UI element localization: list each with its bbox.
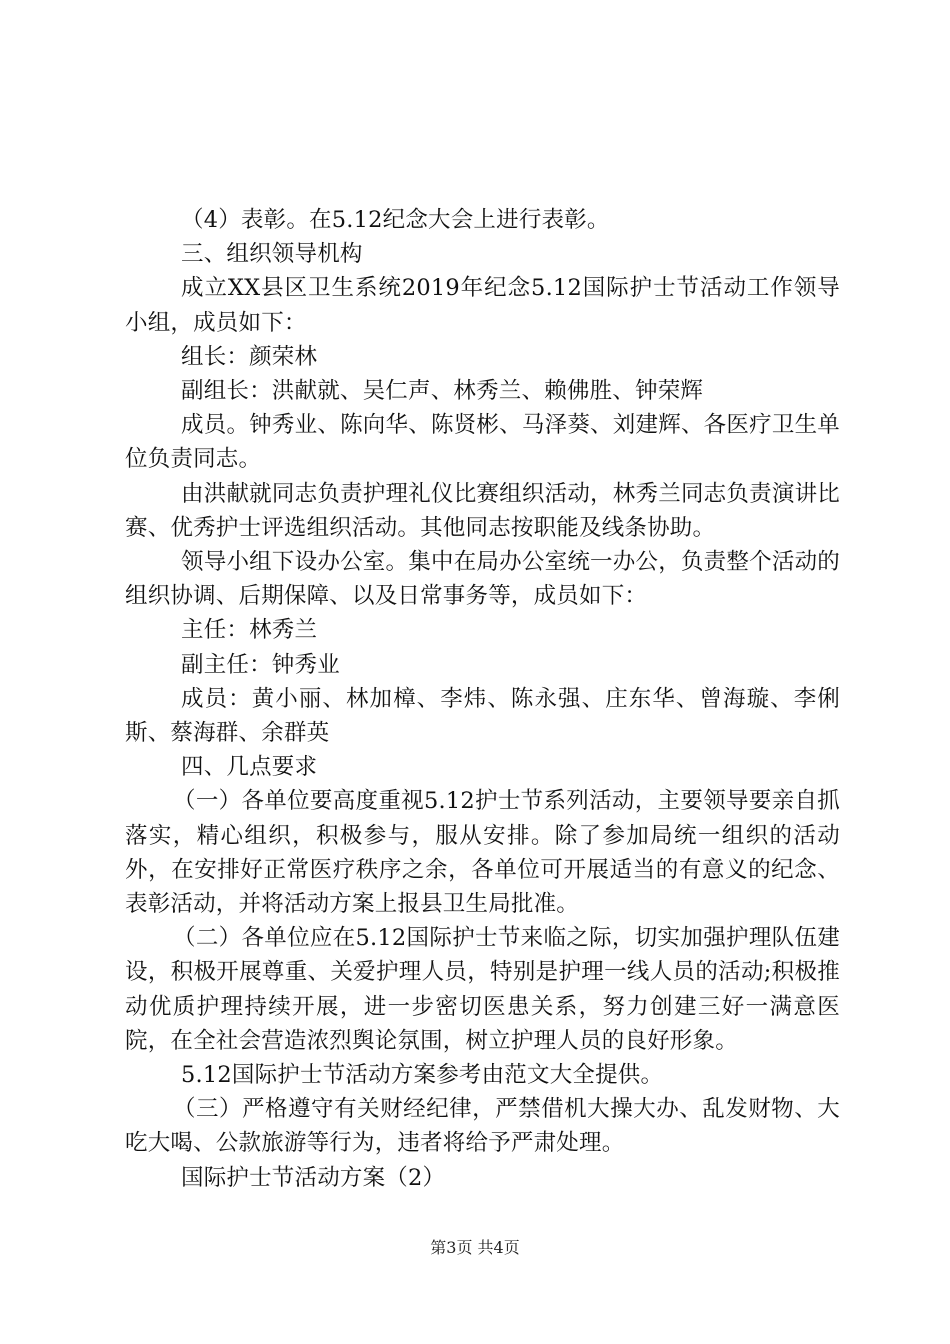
page-number-footer: 第3页 共4页 bbox=[430, 1238, 520, 1257]
paragraph-responsibilities: 由洪献就同志负责护理礼仪比赛组织活动，林秀兰同志负责演讲比赛、优秀护士评选组织活动。其他同志按职能及线条协助。 bbox=[125, 480, 840, 541]
section-heading-organization: 三、组织领导机构 bbox=[181, 241, 363, 268]
paragraph-requirement-1: （一）各单位要高度重视5.12护士节系列活动，主要领导要亲自抓落实，精心组织，积极参与，服从安排。除了参加局统一组织的活动外，在安排好正常医疗秩序之余，各单位可开展适当的有意义的纪念、表彰活动，并将活动方案上报县卫生局批准。 bbox=[125, 788, 840, 918]
paragraph-office-members: 成员：黄小丽、林加樟、李炜、陈永强、庄东华、曾海璇、李俐斯、蔡海群、余群英 bbox=[125, 685, 840, 747]
paragraph-requirement-2: （二）各单位应在5.12国际护士节来临之际，切实加强护理队伍建设，积极开展尊重、关爱护理人员，特别是护理一线人员的活动;积极推动优质护理持续开展，进一步密切医患关系，努力创建三好一满意医院，在全社会营造浓烈舆论氛围，树立护理人员的良好形象。 bbox=[125, 925, 840, 1054]
paragraph-source-note: 5.12国际护士节活动方案参考由范文大全提供。 bbox=[181, 1062, 664, 1089]
paragraph-office-director: 主任：林秀兰 bbox=[181, 617, 318, 644]
document-body bbox=[125, 203, 840, 1195]
paragraph-deputy-leaders: 副组长：洪献就、吴仁声、林秀兰、赖佛胜、钟荣辉 bbox=[181, 378, 704, 405]
paragraph-establish-group: 成立XX县区卫生系统2019年纪念5.12国际护士节活动工作领导小组，成员如下： bbox=[125, 275, 840, 336]
paragraph-group-leader: 组长：颜荣林 bbox=[181, 343, 318, 370]
paragraph-award: （4）表彰。在5.12纪念大会上进行表彰。 bbox=[181, 207, 610, 233]
section-heading-requirements: 四、几点要求 bbox=[181, 754, 318, 781]
paragraph-requirement-3: （三）严格遵守有关财经纪律，严禁借机大操大办、乱发财物、大吃大喝、公款旅游等行为，违者将给予严肃处理。 bbox=[125, 1096, 840, 1157]
paragraph-group-members: 成员。钟秀业、陈向华、陈贤彬、马泽葵、刘建辉、各医疗卫生单位负责同志。 bbox=[125, 412, 840, 473]
paragraph-next-title: 国际护士节活动方案（2） bbox=[181, 1164, 446, 1191]
paragraph-office: 领导小组下设办公室。集中在局办公室统一办公，负责整个活动的组织协调、后期保障、以及日常事务等，成员如下： bbox=[125, 549, 840, 610]
paragraph-office-deputy-director: 副主任：钟秀业 bbox=[181, 651, 340, 678]
